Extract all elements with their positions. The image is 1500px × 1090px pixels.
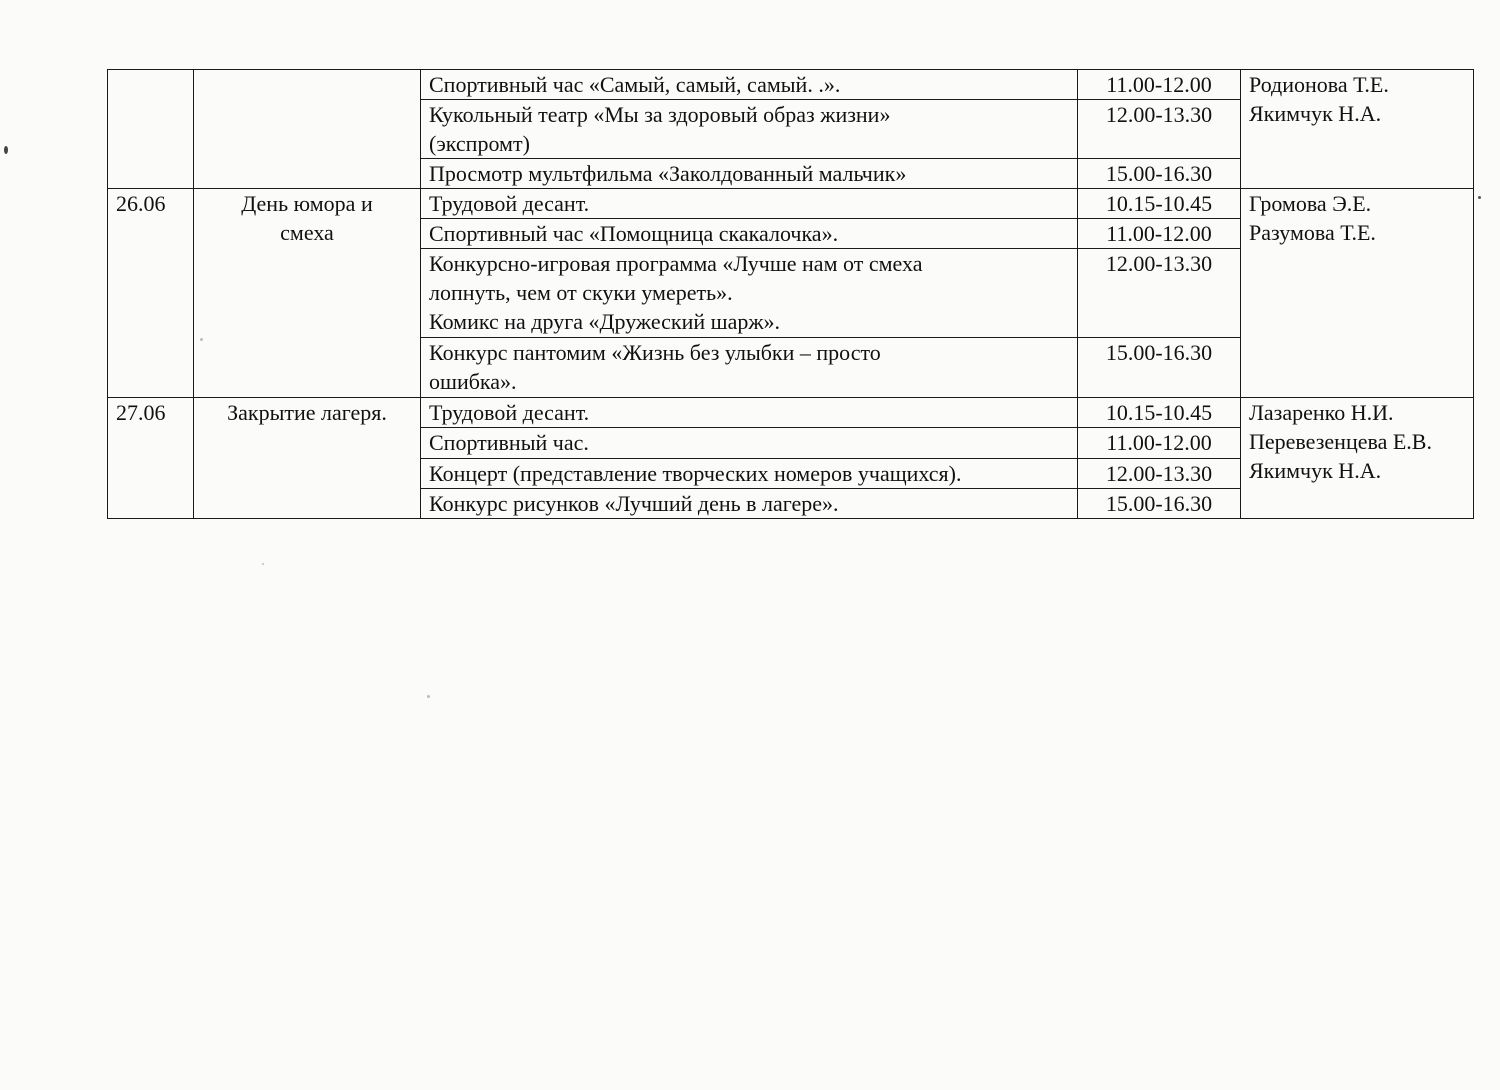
activity-line: Трудовой десант. (429, 191, 590, 216)
activity-line: Спортивный час. (429, 430, 589, 455)
activity-cell (421, 100, 1078, 159)
responsible-name: Разумова Т.Е. (1249, 220, 1376, 245)
responsible-name: Перевезенцева Е.В. (1249, 429, 1432, 454)
date-cell: 27.06 (108, 398, 194, 519)
activity-line: Конкурсно-игровая программа «Лучше нам от смеха (429, 251, 923, 276)
time-cell: 15.00-16.30 (1078, 338, 1241, 398)
activity-line: Спортивный час «Самый, самый, самый. .». (429, 72, 841, 97)
activity-cell (421, 398, 1078, 428)
responsible-name: Якимчук Н.А. (1249, 458, 1382, 483)
scan-speck (4, 146, 8, 154)
activity-line: Концерт (представление творческих номеров учащихся). (429, 461, 962, 486)
scan-speck (200, 338, 203, 341)
responsible-name: Якимчук Н.А. (1249, 101, 1382, 126)
activity-line: Просмотр мультфильма «Заколдованный мальчик» (429, 161, 907, 186)
time-cell: 15.00-16.30 (1078, 489, 1241, 519)
schedule-table (107, 69, 1474, 519)
activity-cell (421, 459, 1078, 489)
time-cell: 11.00-12.00 (1078, 70, 1241, 100)
activity-line: Трудовой десант. (429, 400, 590, 425)
date-cell: 26.06 (108, 189, 194, 398)
activity-cell (421, 489, 1078, 519)
activity-line: (экспромт) (429, 131, 530, 156)
time-cell: 12.00-13.30 (1078, 459, 1241, 489)
table-row (108, 70, 1474, 100)
scan-speck (262, 563, 264, 565)
theme-cell (194, 70, 421, 189)
time-cell: 11.00-12.00 (1078, 219, 1241, 249)
time-cell: 11.00-12.00 (1078, 428, 1241, 459)
theme-cell: День юмора и смеха (194, 189, 421, 398)
scan-speck (1478, 196, 1481, 199)
activity-cell (421, 219, 1078, 249)
table-row (108, 189, 1474, 219)
responsible-name: Родионова Т.Е. (1249, 72, 1389, 97)
activity-cell (421, 189, 1078, 219)
activity-line: Комикс на друга «Дружеский шарж». (429, 309, 781, 334)
time-cell: 15.00-16.30 (1078, 159, 1241, 189)
activity-line: Конкурс рисунков «Лучший день в лагере». (429, 491, 839, 516)
scan-speck (427, 695, 430, 698)
responsible-cell (1241, 398, 1474, 519)
activity-line: Кукольный театр «Мы за здоровый образ жизни» (429, 102, 891, 127)
time-cell: 10.15-10.45 (1078, 189, 1241, 219)
activity-line: ошибка». (429, 369, 517, 394)
responsible-cell (1241, 189, 1474, 398)
time-cell: 12.00-13.30 (1078, 249, 1241, 338)
activity-cell (421, 249, 1078, 338)
theme-cell: Закрытие лагеря. (194, 398, 421, 519)
activity-cell (421, 70, 1078, 100)
table-row (108, 398, 1474, 428)
responsible-name: Громова Э.Е. (1249, 191, 1372, 216)
activity-line: Спортивный час «Помощница скакалочка». (429, 221, 839, 246)
activity-line: лопнуть, чем от скуки умереть». (429, 280, 733, 305)
time-cell: 10.15-10.45 (1078, 398, 1241, 428)
activity-cell (421, 428, 1078, 459)
responsible-name: Лазаренко Н.И. (1249, 400, 1394, 425)
activity-line: Конкурс пантомим «Жизнь без улыбки – просто (429, 340, 881, 365)
date-cell (108, 70, 194, 189)
activity-cell (421, 159, 1078, 189)
responsible-cell (1241, 70, 1474, 189)
time-cell: 12.00-13.30 (1078, 100, 1241, 159)
activity-cell (421, 338, 1078, 398)
